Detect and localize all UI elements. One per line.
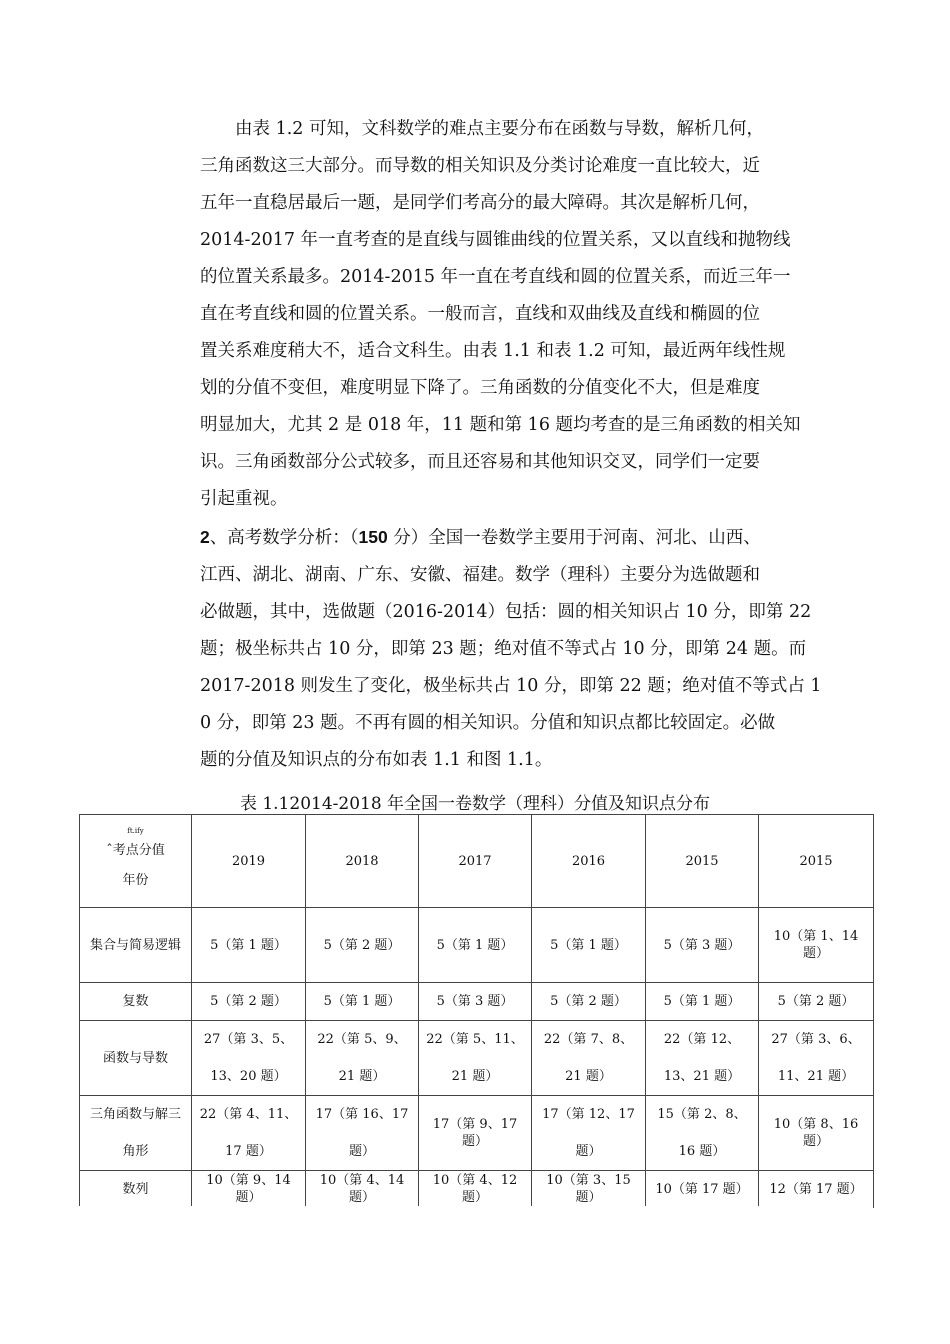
year-header: 2017 <box>419 815 532 908</box>
table-caption: 表 1.12014-2018 年全国一卷数学（理科）分值及知识点分布 <box>239 794 711 814</box>
score-cell: 17（第 16、17 题） <box>306 1096 419 1171</box>
section-lead: 、高考数学分析：（ <box>209 528 359 548</box>
paragraph-exam-analysis <box>200 519 820 779</box>
score-cell: 5（第 1 题） <box>419 908 532 983</box>
table-row <box>80 983 874 1021</box>
text-line: 三角函数这三大部分。而导数的相关知识及分类讨论难度一直比较大，近 <box>200 156 760 176</box>
text-line: 2014-2017 年一直考查的是直线与圆锥曲线的位置关系，又以直线和抛物线 <box>200 230 791 250</box>
year-header: 2016 <box>532 815 646 908</box>
score-cell: 10（第 4、14 题） <box>306 1171 419 1208</box>
score-cell: 17（第 9、17 题） <box>419 1096 532 1171</box>
text-line: 题；极坐标共占 10 分，即第 23 题；绝对值不等式占 10 分，即第 24 题。而 <box>200 639 807 659</box>
score-cell: 17（第 12、17 题） <box>532 1096 646 1171</box>
section-heading-line <box>200 519 820 557</box>
score-cell: 22（第 5、9、21 题） <box>306 1021 419 1096</box>
paragraph-analysis-difficulty <box>200 111 820 518</box>
text-line: 识。三角函数部分公式较多，而且还容易和其他知识交叉，同学们一定要 <box>200 452 760 472</box>
score-cell: 22（第 4、11、17 题） <box>192 1096 306 1171</box>
score-distribution-table <box>79 814 874 1208</box>
table-row <box>80 1021 874 1096</box>
score-cell: 5（第 3 题） <box>646 908 759 983</box>
score-cell: 10（第 17 题） <box>646 1171 759 1208</box>
score-cell: 27（第 3、5、13、20 题） <box>192 1021 306 1096</box>
score-cell: 22（第 5、11、21 题） <box>419 1021 532 1096</box>
score-cell: 5（第 2 题） <box>306 908 419 983</box>
topic-cell: 三角函数与解三角形 <box>80 1096 192 1171</box>
score-cell: 15（第 2、8、16 题） <box>646 1096 759 1171</box>
corner-tiny-mark: ft.ify <box>127 826 144 835</box>
year-header: 2019 <box>192 815 306 908</box>
score-cell: 10（第 1、14 题） <box>759 908 874 983</box>
text-line: 五年一直稳居最后一题，是同学们考高分的最大障碍。其次是解析几何， <box>200 193 760 213</box>
topic-cell: 函数与导数 <box>80 1021 192 1096</box>
text-line: 必做题，其中，选做题（2016-2014）包括：圆的相关知识占 10 分，即第 22 <box>200 602 812 622</box>
text-line: 江西、湖北、湖南、广东、安徽、福建。数学（理科）主要分为选做题和 <box>200 565 760 585</box>
score-cell: 10（第 9、14 题） <box>192 1171 306 1208</box>
text-line: 由表 1.2 可知，文科数学的难点主要分布在函数与导数，解析几何， <box>235 119 764 139</box>
section-number: 2 <box>200 527 210 547</box>
text-line: 题的分值及知识点的分布如表 1.1 和图 1.1。 <box>200 750 553 770</box>
text-line: 直在考直线和圆的位置关系。一般而言，直线和双曲线及直线和椭圆的位 <box>200 304 760 324</box>
score-cell: 10（第 4、12 题） <box>419 1171 532 1208</box>
score-cell: 5（第 1 题） <box>192 908 306 983</box>
score-cell: 5（第 1 题） <box>646 983 759 1021</box>
score-cell: 27（第 3、6、11、21 题） <box>759 1021 874 1096</box>
total-score: 150 <box>358 527 388 547</box>
corner-topic-label: ˆ考点分值 <box>106 842 165 858</box>
text-line: 划的分值不变但，难度明显下降了。三角函数的分值变化不大，但是难度 <box>200 378 760 398</box>
year-header: 2015 <box>759 815 874 908</box>
score-cell: 12（第 17 题） <box>759 1171 874 1208</box>
score-cell: 22（第 7、8、21 题） <box>532 1021 646 1096</box>
score-cell: 10（第 8、16 题） <box>759 1096 874 1171</box>
section-lead-end: 分）全国一卷数学主要用于河南、河北、山西、 <box>387 528 761 548</box>
year-header: 2015 <box>646 815 759 908</box>
year-header: 2018 <box>306 815 419 908</box>
score-cell: 5（第 3 题） <box>419 983 532 1021</box>
text-line: 置关系难度稍大不，适合文科生。由表 1.1 和表 1.2 可知，最近两年线性规 <box>200 341 786 361</box>
topic-cell: 复数 <box>80 983 192 1021</box>
table-row <box>80 908 874 983</box>
table-header-row <box>80 815 874 908</box>
topic-cell: 集合与简易逻辑 <box>80 908 192 983</box>
text-line: 明显加大，尤其 2 是 018 年，11 题和第 16 题均考查的是三角函数的相关知 <box>200 415 801 435</box>
text-line: 引起重视。 <box>200 489 288 509</box>
text-line: 0 分，即第 23 题。不再有圆的相关知识。分值和知识点都比较固定。必做 <box>200 713 776 733</box>
corner-header-cell <box>80 815 192 908</box>
topic-cell: 数列 <box>80 1171 192 1208</box>
score-cell: 22（第 12、13、21 题） <box>646 1021 759 1096</box>
score-cell: 5（第 2 题） <box>192 983 306 1021</box>
table-row <box>80 1171 874 1208</box>
score-cell: 5（第 1 题） <box>306 983 419 1021</box>
text-line: 2017-2018 则发生了变化，极坐标共占 10 分，即第 22 题；绝对值不等式占 1 <box>200 676 822 696</box>
score-cell: 5（第 1 题） <box>532 908 646 983</box>
score-cell: 5（第 2 题） <box>532 983 646 1021</box>
table-bottom-cut <box>79 1206 873 1212</box>
corner-year-label: 年份 <box>122 872 149 888</box>
text-line: 的位置关系最多。2014-2015 年一直在考直线和圆的位置关系，而近三年一 <box>200 267 791 287</box>
score-cell: 5（第 2 题） <box>759 983 874 1021</box>
score-cell: 10（第 3、15 题） <box>532 1171 646 1208</box>
table-row <box>80 1096 874 1171</box>
